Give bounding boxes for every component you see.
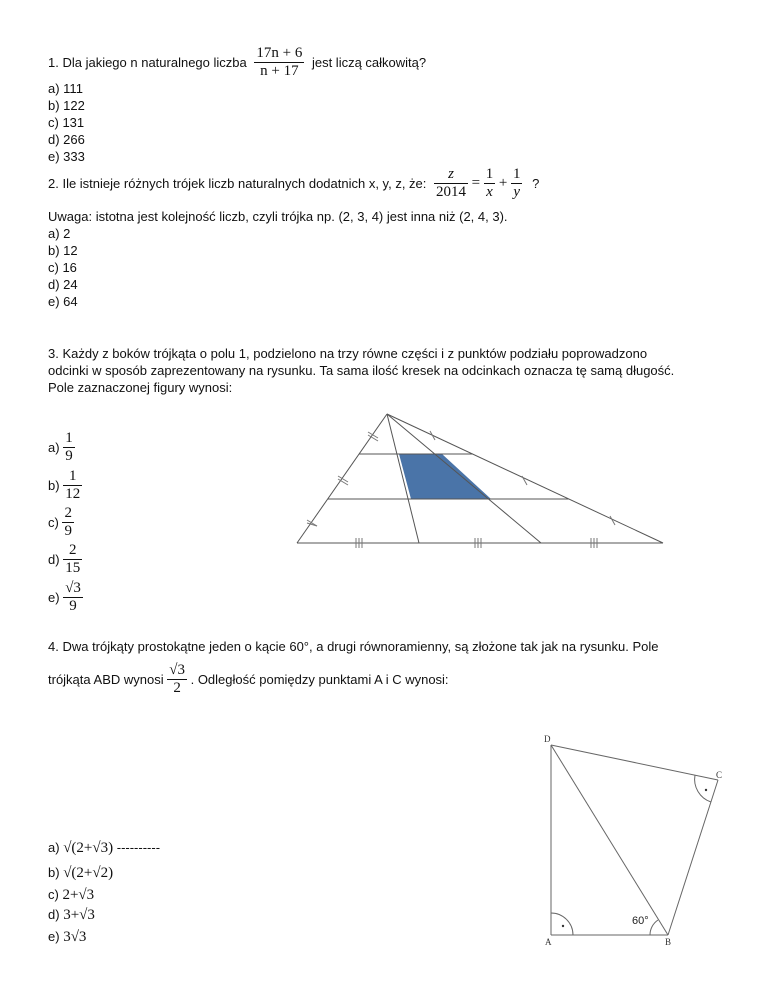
- q1-option-d[interactable]: d) 266: [48, 132, 85, 147]
- q1-option-e[interactable]: e) 333: [48, 149, 85, 164]
- q4-side-DB: [551, 745, 668, 935]
- q3-a-den: 9: [65, 448, 73, 464]
- q3-shaded-region: [399, 454, 491, 499]
- q4-option-c-label: c): [48, 887, 59, 902]
- q1-suffix: jest liczą całkowitą?: [311, 55, 427, 70]
- q1-option-b[interactable]: b) 122: [48, 98, 85, 113]
- q4-option-a-label: a): [48, 840, 60, 855]
- q4-area-num: √3: [169, 662, 185, 678]
- q2-f2-num: 1: [485, 166, 494, 182]
- q1-prefix: 1. Dla jakiego n naturalnego liczba: [48, 55, 247, 70]
- q4-text-line1: 4. Dwa trójkąty prostokątne jeden o kącie 60°, a drugi równoramienny, są złożone tak jak na rysunku. Pole: [48, 639, 659, 654]
- q2-qmark: ?: [532, 176, 540, 191]
- q4-dot-C: [705, 789, 707, 791]
- q3-text-line3: Pole zaznaczonej figury wynosi:: [48, 380, 233, 395]
- q3-c-num: 2: [64, 505, 72, 521]
- q3-option-c-label: c): [48, 515, 59, 530]
- q4-label-B: B: [665, 937, 672, 947]
- q4-option-a-expr: √(2+√3): [63, 840, 114, 856]
- q3-e-num: √3: [65, 580, 81, 596]
- q4-option-d[interactable]: [48, 907, 95, 924]
- q3-option-a-label: a): [48, 440, 60, 455]
- q2-option-b[interactable]: b) 12: [48, 243, 78, 258]
- q4-dot-A: [562, 925, 564, 927]
- q4-line2-suffix: . Odległość pomiędzy punktami A i C wynosi:: [190, 672, 449, 687]
- q2-option-c[interactable]: c) 16: [48, 260, 77, 275]
- q3-option-e-label: e): [48, 590, 60, 605]
- q3-option-d-label: d): [48, 552, 60, 567]
- q4-option-e[interactable]: [48, 929, 86, 946]
- q4-right-angle-C: [695, 775, 711, 802]
- q3-d-num: 2: [63, 542, 82, 560]
- q2-prefix: 2. Ile istnieje różnych trójek liczb naturalnych dodatnich x, y, z, że:: [48, 176, 427, 191]
- q2-note: Uwaga: istotna jest kolejność liczb, czyli trójka np. (2, 3, 4) jest inna niż (2, 4, 3).: [48, 209, 508, 224]
- q4-option-a-trail: ----------: [116, 840, 161, 855]
- q4-angle-label: 60°: [632, 915, 649, 927]
- q4-quadrilateral-figure: [551, 745, 718, 935]
- q2-f1-den: 2014: [436, 184, 467, 200]
- q2-f3-den: y: [513, 184, 521, 200]
- q3-text-line1: 3. Każdy z boków trójkąta o polu 1, podzielono na trzy równe części i z punktów podziału poprowadzono: [48, 346, 648, 361]
- q3-text-line2: odcinki w sposób zaprezentowany na rysunku. Ta sama ilość kresek na odcinkach oznacza tę samą długość.: [48, 363, 675, 378]
- q4-side-CB: [668, 780, 718, 935]
- q4-right-angle-A: [551, 913, 573, 935]
- q4-option-c-expr: 2+√3: [62, 887, 95, 903]
- q1-option-c[interactable]: c) 131: [48, 115, 85, 130]
- q2-option-d[interactable]: d) 24: [48, 277, 78, 292]
- q3-d-den: 15: [65, 560, 81, 576]
- q4-option-e-expr: 3√3: [63, 929, 87, 945]
- q3-c-den: 9: [64, 523, 72, 539]
- q3-option-b-label: b): [48, 478, 60, 493]
- q1-option-a[interactable]: a) 111: [48, 81, 83, 96]
- q4-label-A: A: [545, 937, 552, 947]
- q4-area-frac: [167, 662, 187, 697]
- q3-b-den: 12: [65, 486, 81, 502]
- q2-option-e[interactable]: e) 64: [48, 294, 78, 309]
- q2-option-a[interactable]: a) 2: [48, 226, 71, 241]
- q4-option-e-label: e): [48, 929, 60, 944]
- q1-frac-num: 17n + 6: [256, 45, 303, 61]
- q4-area-den: 2: [173, 680, 181, 696]
- q4-line2-prefix: trójkąta ABD wynosi: [48, 672, 164, 687]
- q4-option-b-expr: √(2+√2): [63, 865, 114, 881]
- q4-text-line2: [48, 662, 449, 697]
- q4-label-D: D: [544, 734, 551, 744]
- q4-label-C: C: [716, 770, 723, 780]
- q3-b-num: 1: [63, 468, 82, 486]
- q4-option-b-label: b): [48, 865, 60, 880]
- q4-option-d-expr: 3+√3: [63, 907, 95, 923]
- q3-e-den: 9: [69, 598, 77, 614]
- q2-f1-num: z: [434, 166, 468, 184]
- q2-f3-num: 1: [512, 166, 521, 182]
- q4-option-a[interactable]: [48, 840, 160, 857]
- q4-option-c[interactable]: [48, 887, 94, 904]
- q4-option-d-label: d): [48, 907, 60, 922]
- q2-eq: =: [471, 175, 481, 191]
- q1-frac-den: n + 17: [260, 63, 299, 79]
- q4-option-b[interactable]: [48, 865, 113, 882]
- q2-f2-den: x: [486, 184, 493, 200]
- q4-angle-B: [650, 920, 658, 935]
- q3-a-num: 1: [65, 430, 73, 446]
- q4-side-DC: [551, 745, 718, 780]
- q2-plus: +: [498, 175, 508, 191]
